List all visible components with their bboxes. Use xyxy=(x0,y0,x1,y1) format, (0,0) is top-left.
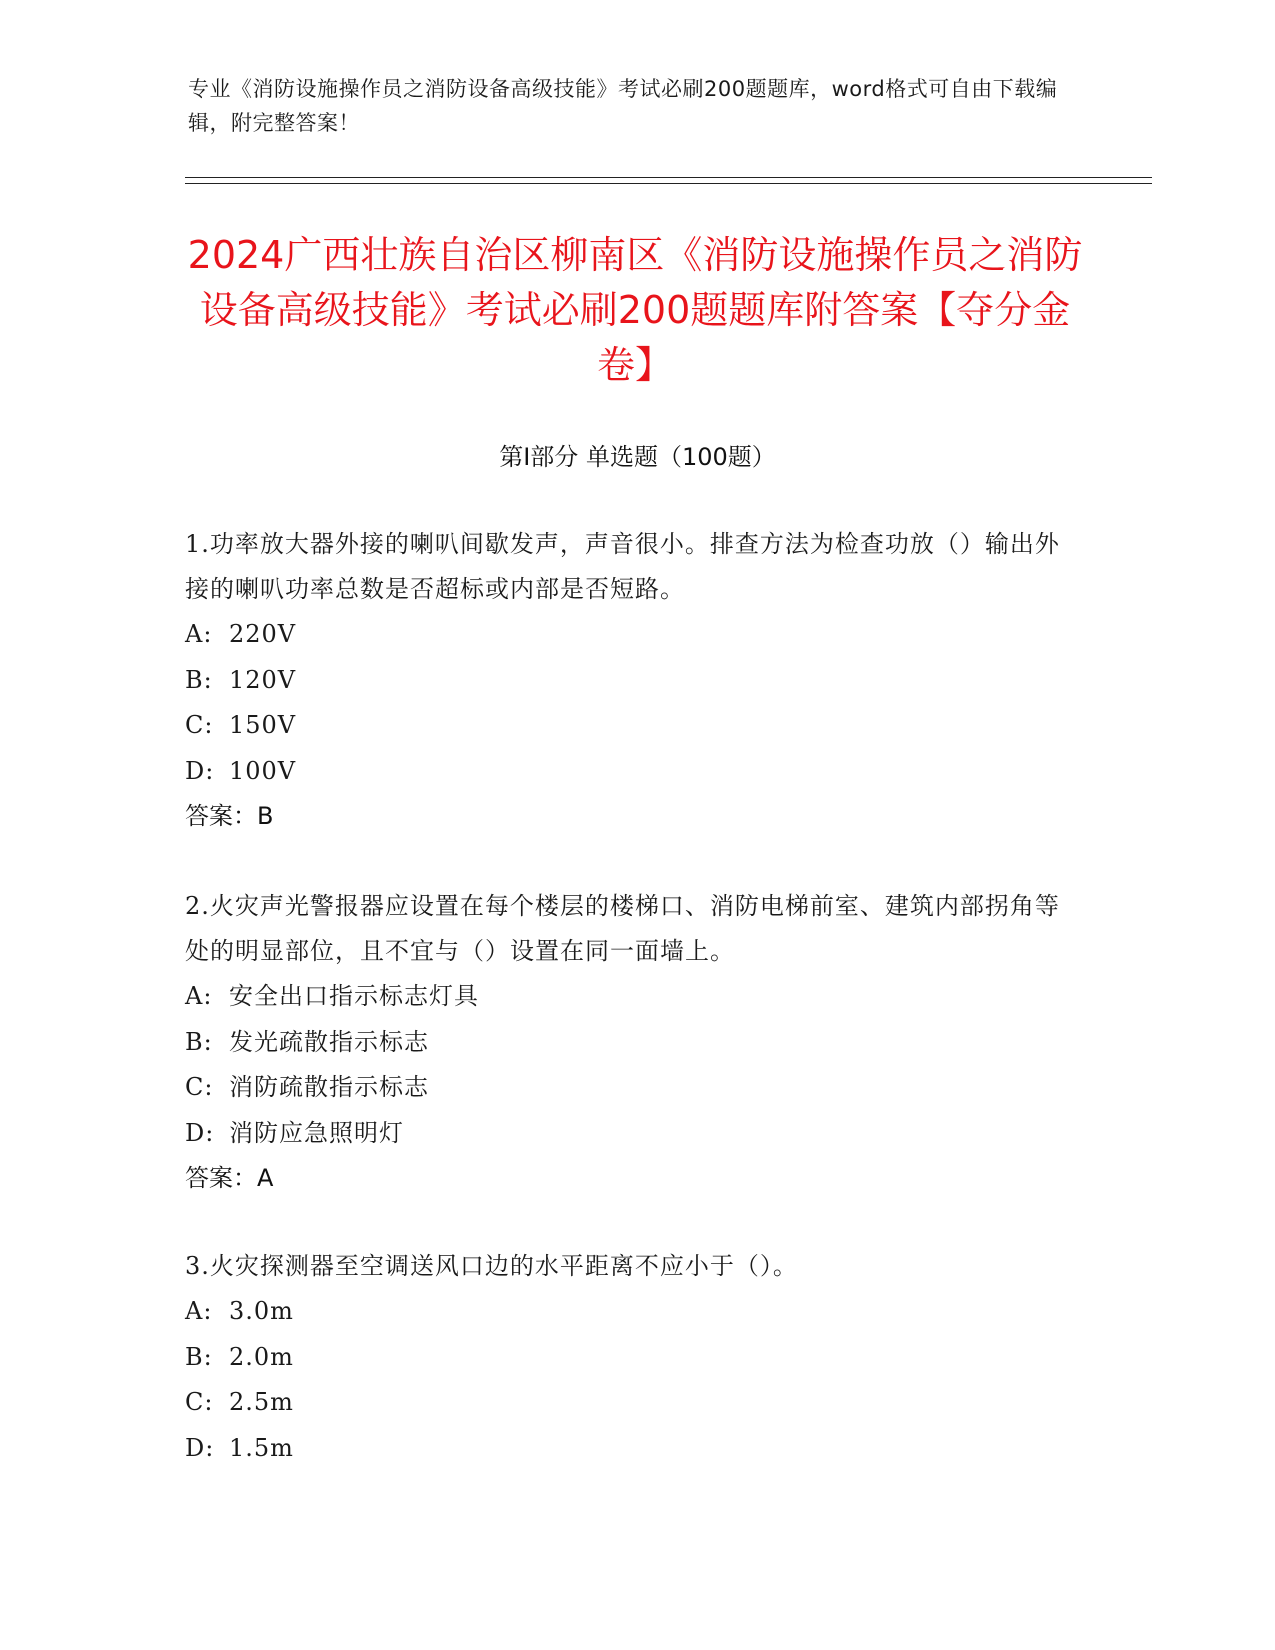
header-divider-top xyxy=(185,177,1152,178)
option-text: 100V xyxy=(229,756,297,785)
option-c xyxy=(185,703,1065,749)
option-key: B: xyxy=(185,665,213,694)
option-key: D: xyxy=(185,1433,215,1462)
option-key: D: xyxy=(185,756,215,785)
option-text: 2.5m xyxy=(229,1388,294,1416)
option-text: 220V xyxy=(229,620,297,648)
option-d xyxy=(185,1426,1065,1472)
question-3 xyxy=(185,1244,1065,1471)
option-key: A: xyxy=(185,982,213,1010)
answer-line: 答案：B xyxy=(185,802,274,830)
section-title: 第I部分 单选题（100题） xyxy=(499,443,776,471)
option-text: 发光疏散指示标志 xyxy=(229,1027,429,1056)
option-d xyxy=(185,1111,1065,1157)
question-stem: 3.火灾探测器至空调送风口边的水平距离不应小于（）。 xyxy=(185,1252,798,1280)
option-d xyxy=(185,749,1065,795)
question-2 xyxy=(185,884,1065,1202)
option-text: 消防应急照明灯 xyxy=(229,1118,404,1147)
option-key: D: xyxy=(185,1118,215,1147)
option-key: B: xyxy=(185,1342,213,1371)
option-key: C: xyxy=(185,1073,214,1101)
header-note: 专业《消防设施操作员之消防设备高级技能》考试必刷200题题库，word格式可自由下载编辑，附完整答案！ xyxy=(188,77,1058,135)
option-key: A: xyxy=(185,620,213,648)
answer-line: 答案：A xyxy=(185,1164,274,1192)
option-b xyxy=(185,658,1065,704)
header-divider-bottom xyxy=(185,183,1152,184)
option-text: 安全出口指示标志灯具 xyxy=(229,982,479,1010)
document-title: 2024广西壮族自治区柳南区《消防设施操作员之消防设备高级技能》考试必刷200题题库附答案【夺分金卷】 xyxy=(187,233,1083,387)
option-text: 2.0m xyxy=(229,1342,294,1371)
option-text: 1.5m xyxy=(229,1433,294,1462)
option-key: B: xyxy=(185,1027,213,1056)
option-a xyxy=(185,974,1065,1020)
option-a xyxy=(185,612,1065,658)
option-text: 120V xyxy=(229,665,297,694)
option-c xyxy=(185,1065,1065,1111)
option-b xyxy=(185,1020,1065,1066)
option-text: 150V xyxy=(229,711,297,739)
question-stem: 2.火灾声光警报器应设置在每个楼层的楼梯口、消防电梯前室、建筑内部拐角等处的明显部位，且不宜与（）设置在同一面墙上。 xyxy=(185,892,1060,965)
option-text: 3.0m xyxy=(229,1297,294,1325)
question-1 xyxy=(185,522,1065,840)
option-key: C: xyxy=(185,1388,214,1416)
option-key: A: xyxy=(185,1297,213,1325)
option-key: C: xyxy=(185,711,214,739)
question-stem: 1.功率放大器外接的喇叭间歇发声，声音很小。排查方法为检查功放（）输出外接的喇叭功率总数是否超标或内部是否短路。 xyxy=(185,530,1060,603)
option-b xyxy=(185,1335,1065,1381)
option-c xyxy=(185,1380,1065,1426)
option-a xyxy=(185,1289,1065,1335)
option-text: 消防疏散指示标志 xyxy=(229,1073,429,1101)
